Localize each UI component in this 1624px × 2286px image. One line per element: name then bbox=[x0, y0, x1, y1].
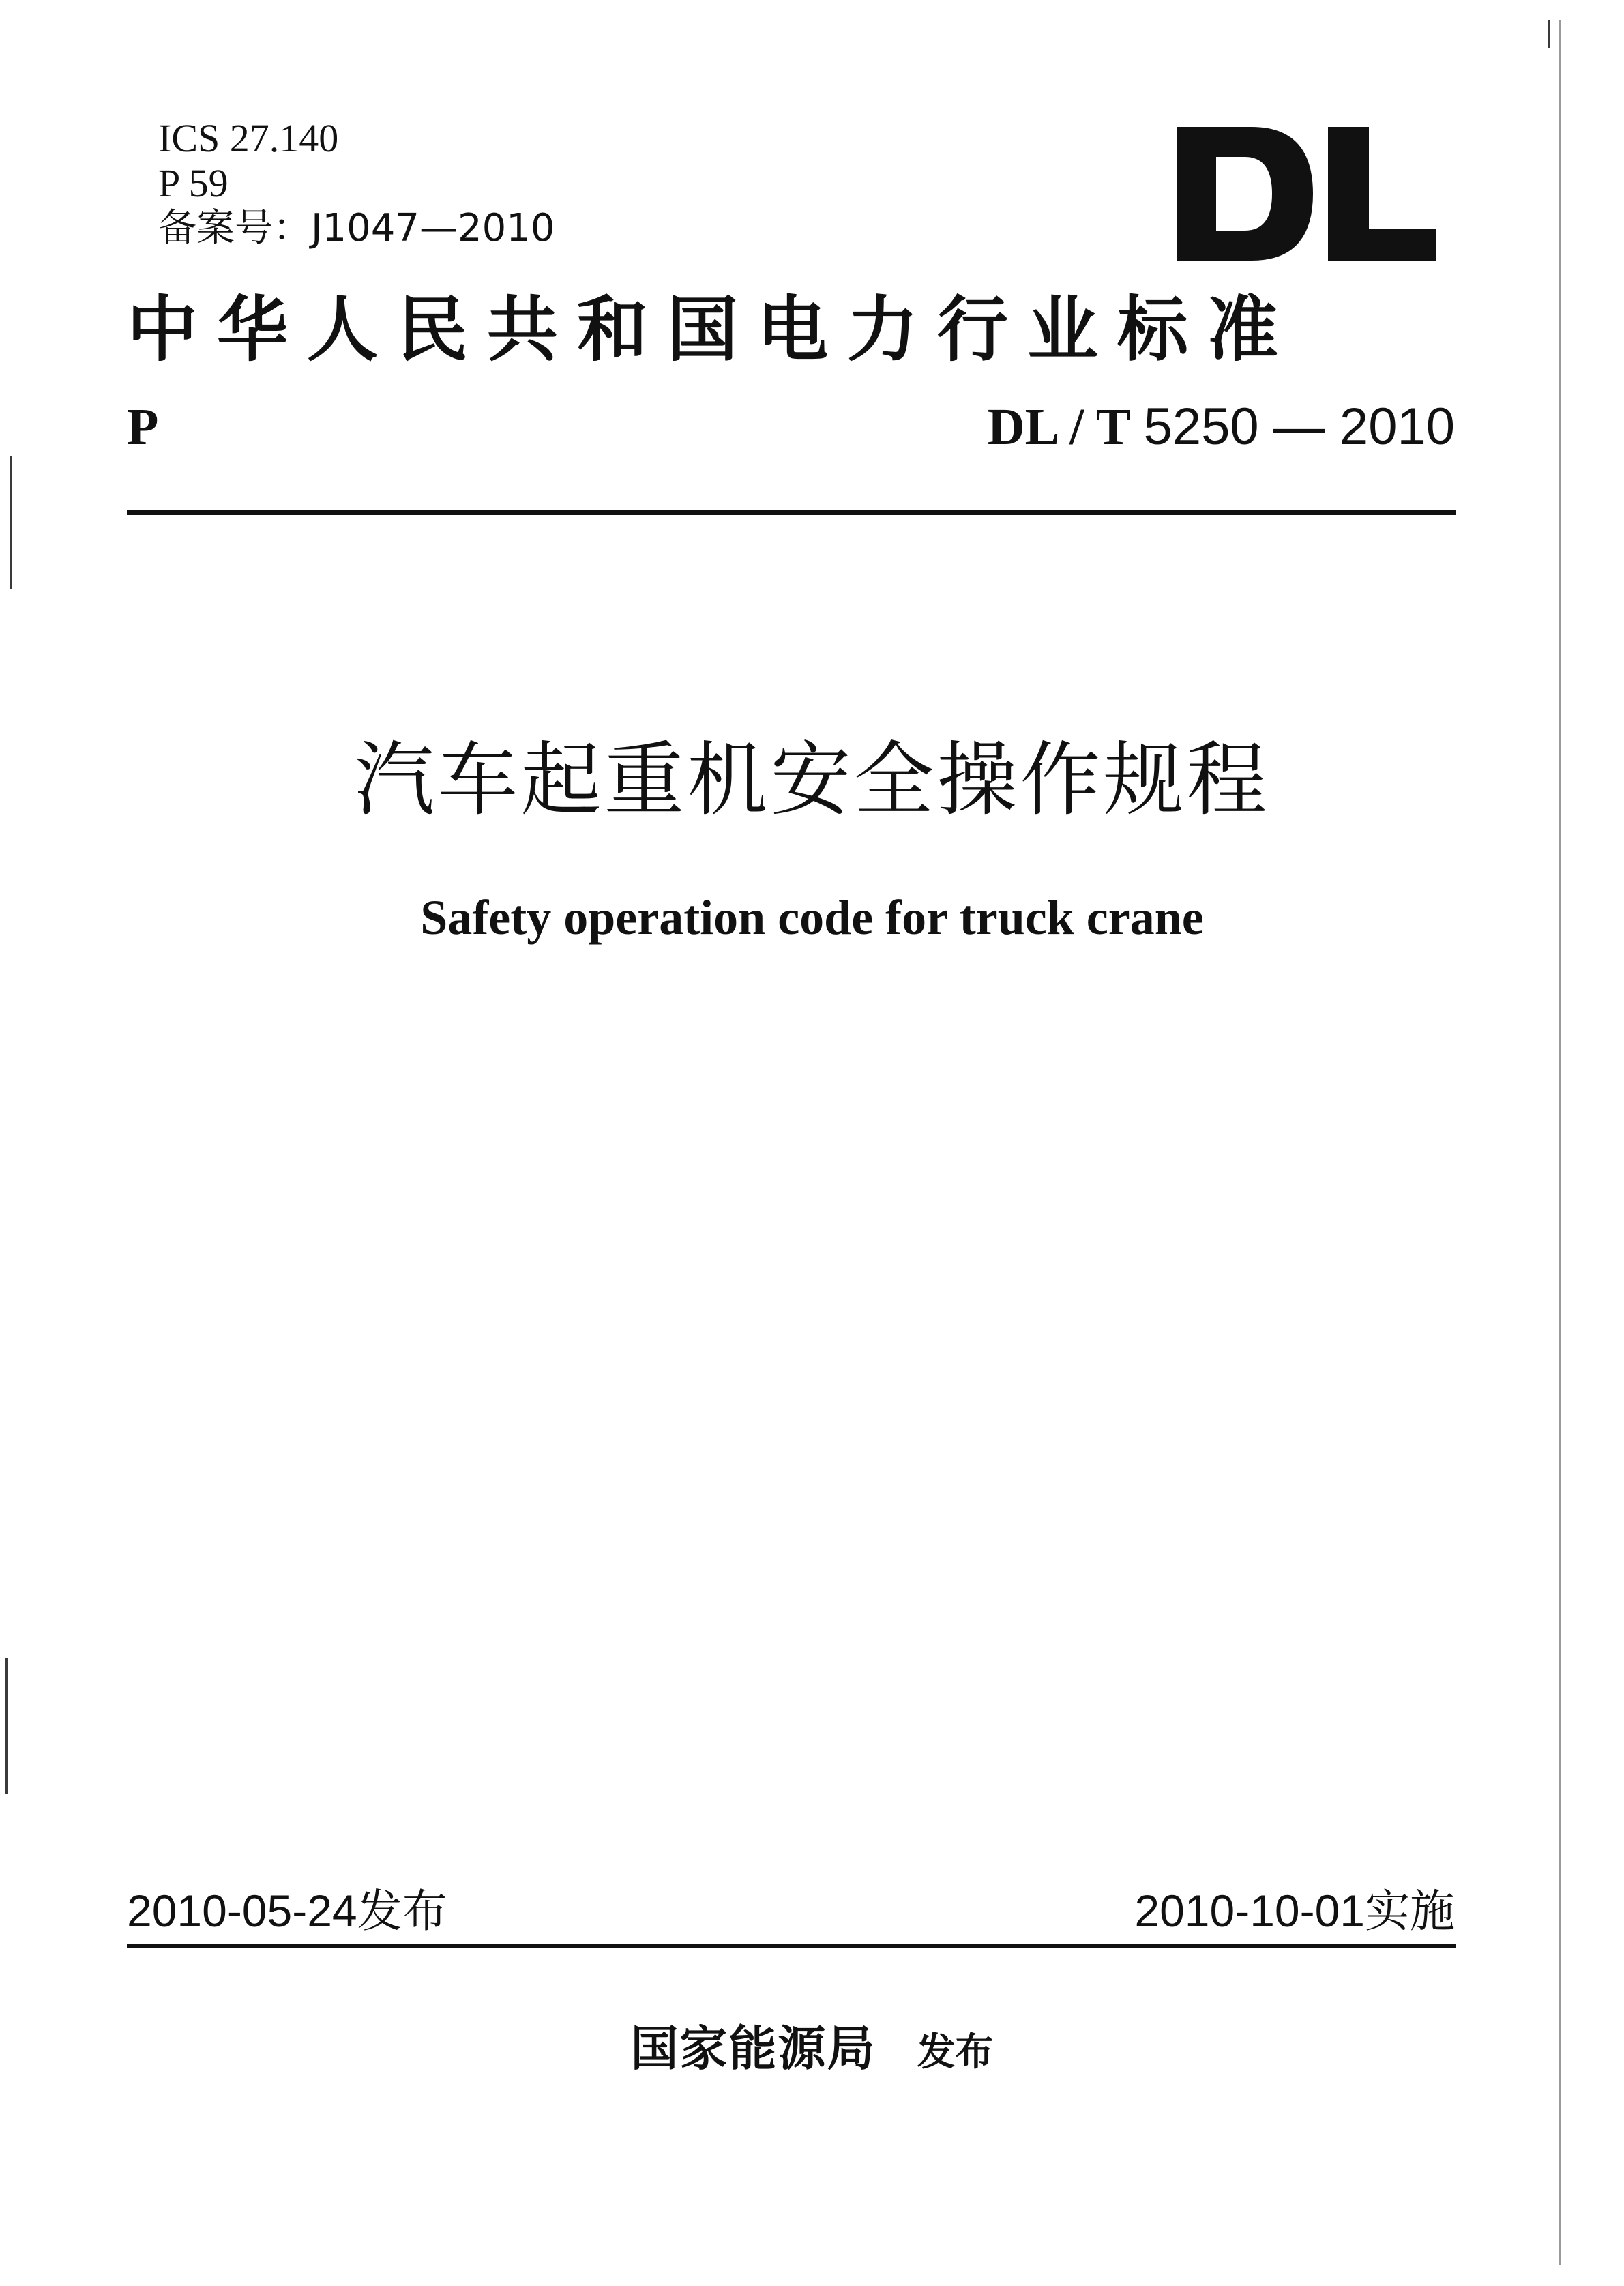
filing-number: 备案号：J1047—2010 bbox=[158, 206, 555, 250]
p-code: P 59 bbox=[158, 161, 228, 205]
document-title-cn: 汽车起重机安全操作规程 bbox=[354, 733, 1270, 827]
publisher-action: 发布 bbox=[917, 2029, 994, 2075]
publisher bbox=[0, 2018, 1624, 2083]
standard-number-value: 5250 — 2010 bbox=[1143, 398, 1455, 456]
scan-edge-mark bbox=[5, 1658, 8, 1794]
implementation-date: 2010-10-01实施 bbox=[1134, 1886, 1455, 1936]
footer-divider bbox=[127, 1944, 1456, 1948]
issue-date: 2010-05-24发布 bbox=[127, 1886, 447, 1936]
scan-edge-mark bbox=[1559, 20, 1561, 2265]
header-divider bbox=[127, 510, 1456, 515]
standard-heading: 中华人民共和国电力行业标准 bbox=[127, 287, 1298, 371]
scan-edge-mark bbox=[1548, 20, 1550, 48]
scan-edge-mark bbox=[10, 456, 12, 589]
ics-code: ICS 27.140 bbox=[158, 116, 339, 160]
standard-number-prefix: DL / T bbox=[987, 398, 1131, 456]
standard-number bbox=[988, 396, 1455, 458]
publisher-name: 国家能源局 bbox=[630, 2020, 876, 2077]
standard-category: P bbox=[127, 398, 159, 456]
dl-logo bbox=[1177, 127, 1436, 261]
document-title-en: Safety operation code for truck crane bbox=[420, 890, 1204, 945]
